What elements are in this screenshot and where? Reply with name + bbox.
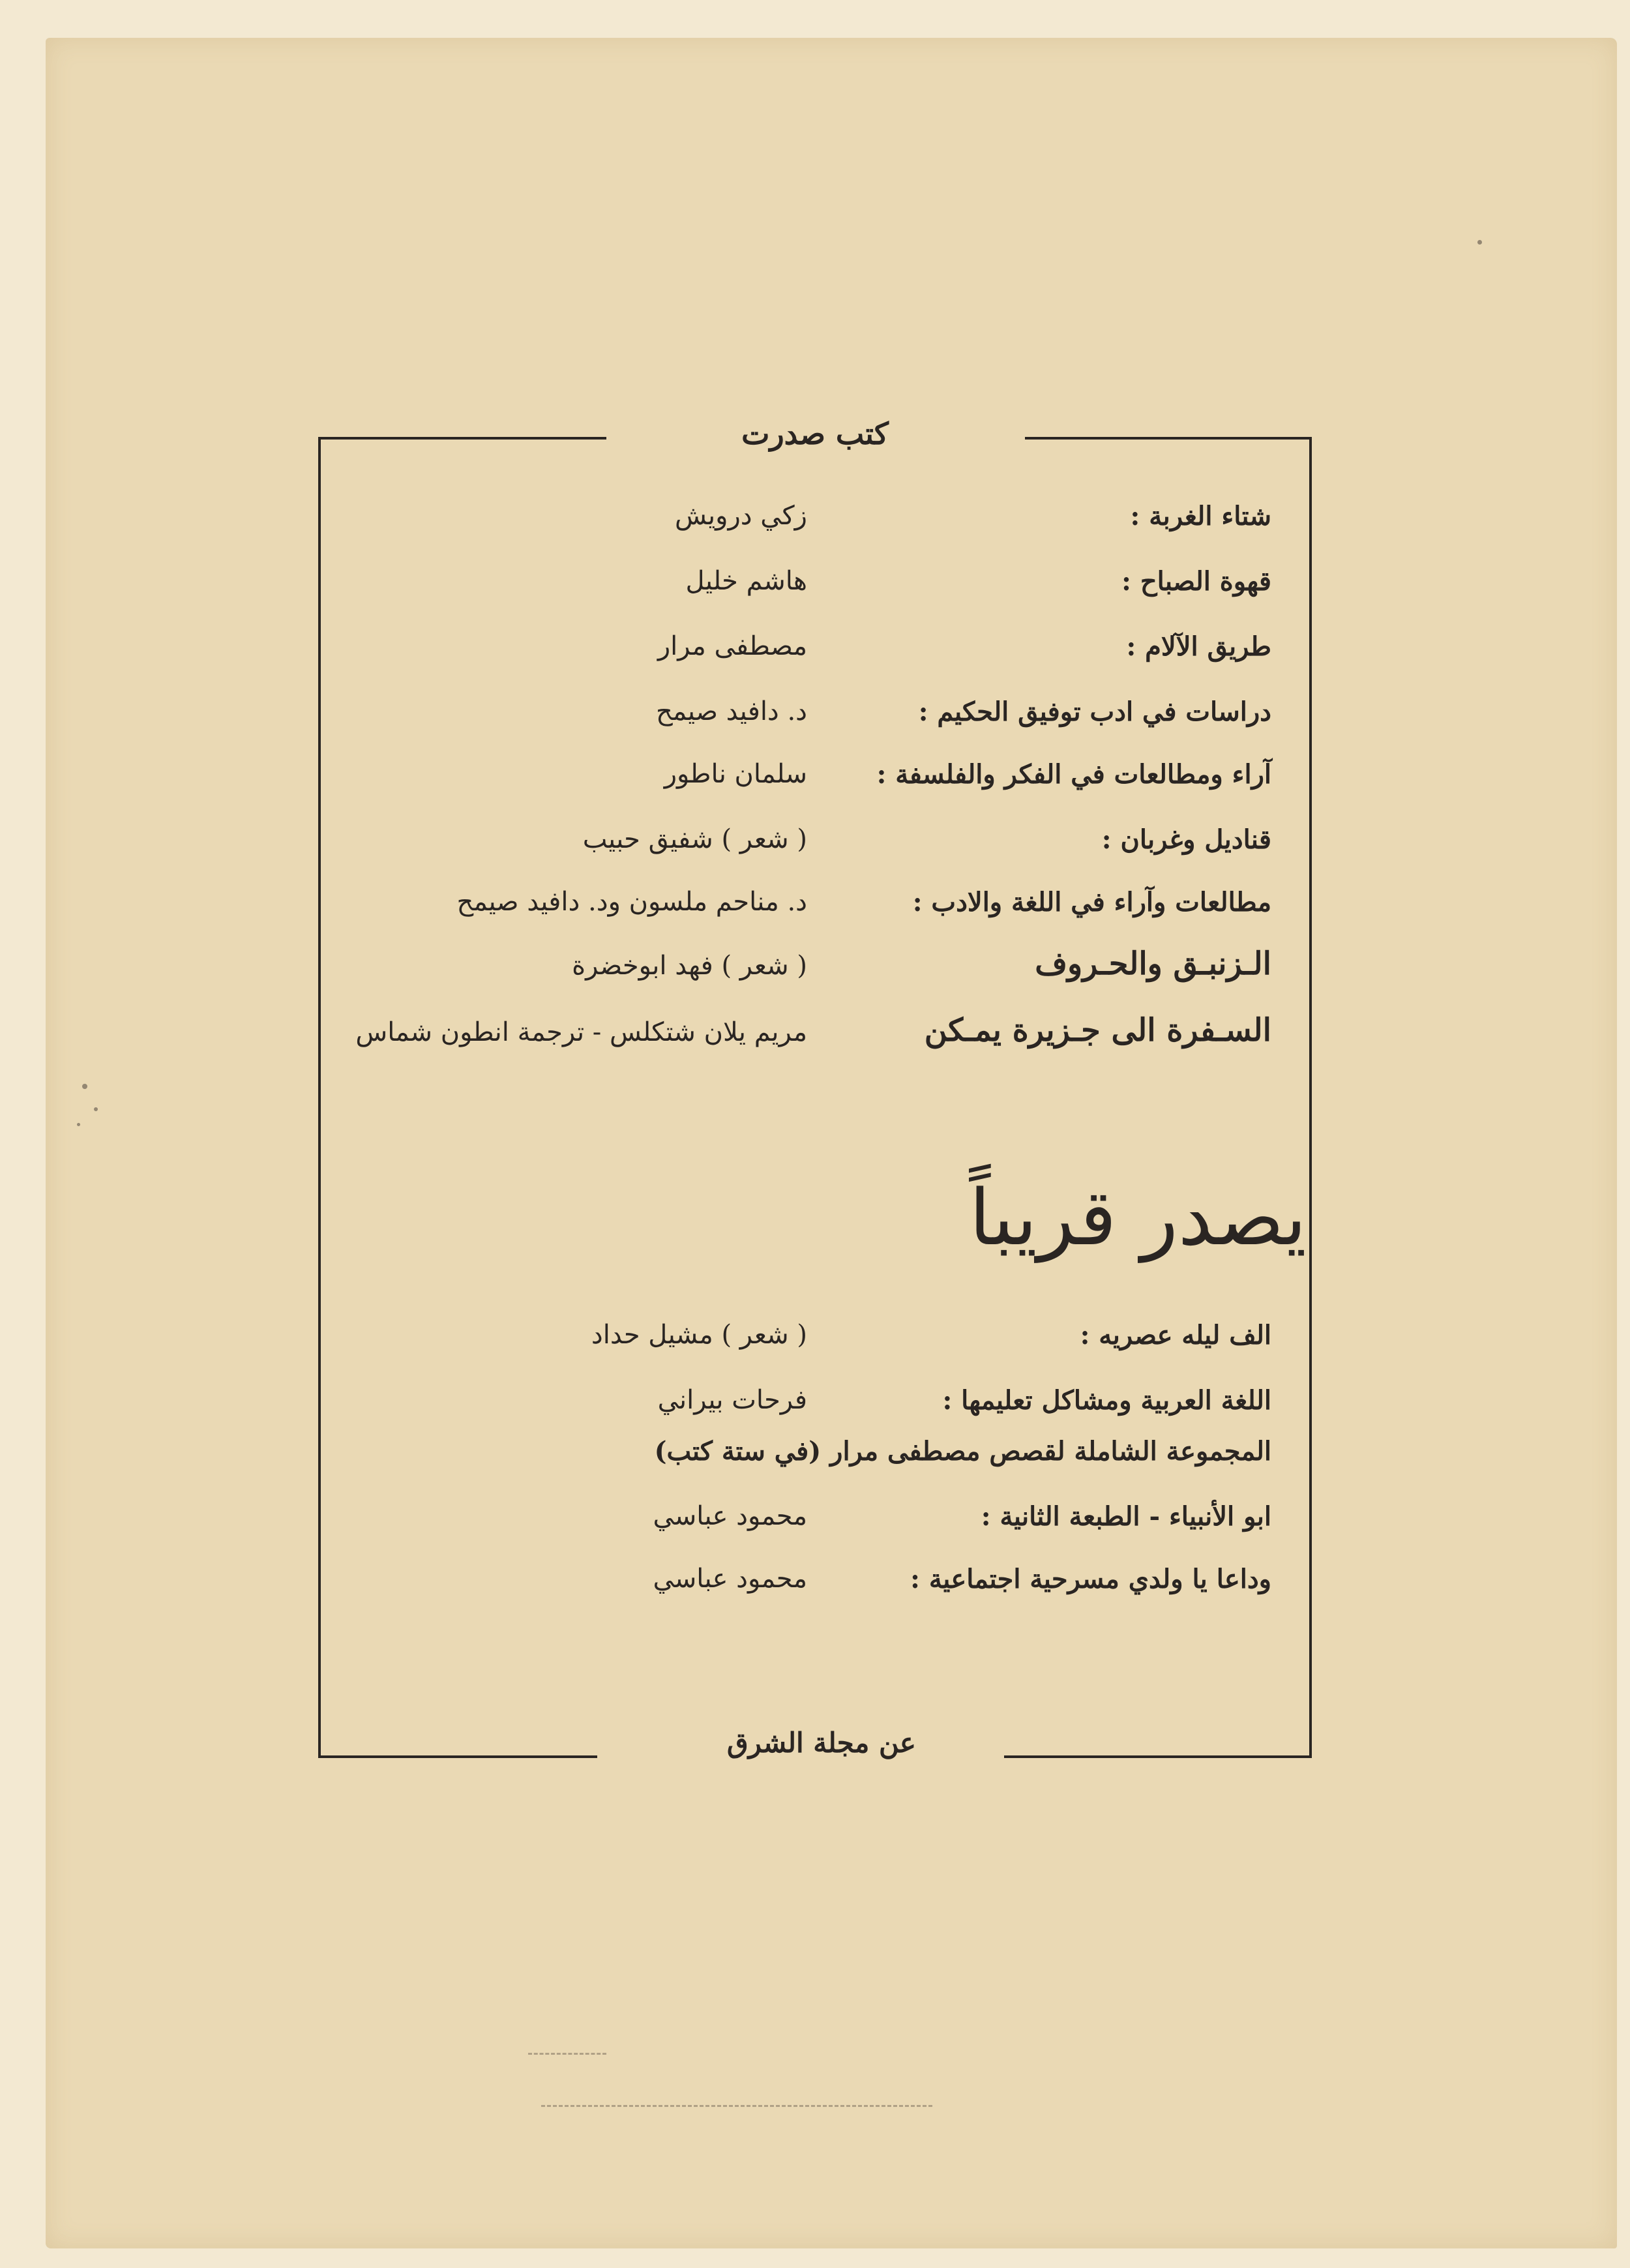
published-item (346, 631, 1271, 670)
ink-speck (77, 1123, 80, 1126)
frame-right-lower (1309, 1277, 1312, 1757)
frame-left (318, 437, 321, 1757)
book-title: قناديل وغربان : (1101, 824, 1271, 855)
frame-bottom-left (318, 1755, 597, 1758)
faint-dashed-mark (528, 2053, 606, 2057)
frame-top-right (1025, 437, 1312, 440)
published-item (346, 1012, 1271, 1058)
book-title: وداعا يا ولدي مسرحية اجتماعية : (910, 1564, 1271, 1594)
published-item (346, 696, 1271, 736)
paper-sheet (46, 38, 1617, 2248)
book-author: مريم يلان شتكلس - ترجمة انطون شماس (355, 1017, 807, 1047)
upcoming-item (346, 1385, 1271, 1424)
ink-speck (94, 1107, 98, 1111)
book-title: شتاء الغربة : (1130, 501, 1271, 531)
book-author: ( شعر ) شفيق حبيب (582, 824, 807, 854)
book-author: محمود عباسي (653, 1501, 807, 1531)
book-title: اللغة العربية ومشاكل تعليمها : (942, 1385, 1271, 1416)
book-author: ( شعر ) فهد ابوخضرة (572, 951, 807, 981)
book-author: مصطفى مرار (657, 631, 807, 661)
book-title: الف ليله عصريه : (1080, 1320, 1271, 1350)
book-author: ( شعر ) مشيل حداد (591, 1320, 807, 1350)
upcoming-item (346, 1436, 1271, 1475)
frame-bottom-right (1004, 1755, 1312, 1758)
book-title: ابو الأنبياء - الطبعة الثانية : (981, 1501, 1271, 1532)
published-item (346, 501, 1271, 540)
book-title: طريق الآلام : (1126, 631, 1271, 662)
published-item (346, 887, 1271, 926)
book-title: قهوة الصباح : (1121, 566, 1271, 597)
publisher-footer: عن مجلة الشرق (726, 1727, 916, 1759)
book-title: آراء ومطالعات في الفكر والفلسفة : (876, 759, 1271, 790)
faint-dashed-mark (541, 2105, 932, 2109)
book-author: فرحات بيراني (657, 1385, 807, 1415)
published-item (346, 759, 1271, 798)
upcoming-heading: يصدر قريباً (969, 1172, 1307, 1262)
frame-right-upper (1309, 437, 1312, 1285)
published-heading: كتب صدرت (741, 416, 889, 451)
book-title: المجموعة الشاملة لقصص مصطفى مرار (في ستة كتب) (654, 1436, 1271, 1467)
upcoming-item (346, 1501, 1271, 1540)
frame-top-left (318, 437, 606, 440)
book-title: دراسات في ادب توفيق الحكيم : (918, 696, 1271, 727)
book-author: زكي درويش (675, 501, 807, 531)
book-author: محمود عباسي (653, 1564, 807, 1594)
book-author: د. مناحم ملسون ود. دافيد صيمح (456, 887, 807, 917)
book-author: د. دافيد صيمح (655, 696, 807, 726)
upcoming-item (346, 1320, 1271, 1359)
upcoming-item (346, 1564, 1271, 1603)
published-item (346, 566, 1271, 605)
ink-speck (1477, 240, 1482, 245)
published-item (346, 946, 1271, 991)
book-title: السـفرة الى جـزيرة يمـكن (924, 1012, 1271, 1049)
book-title: الـزنبـق والحـروف (1035, 946, 1271, 982)
book-author: سلمان ناطور (664, 759, 807, 789)
published-item (346, 824, 1271, 863)
book-author: هاشم خليل (685, 566, 807, 596)
ink-speck (82, 1084, 87, 1089)
book-title: مطالعات وآراء في اللغة والادب : (912, 887, 1271, 918)
